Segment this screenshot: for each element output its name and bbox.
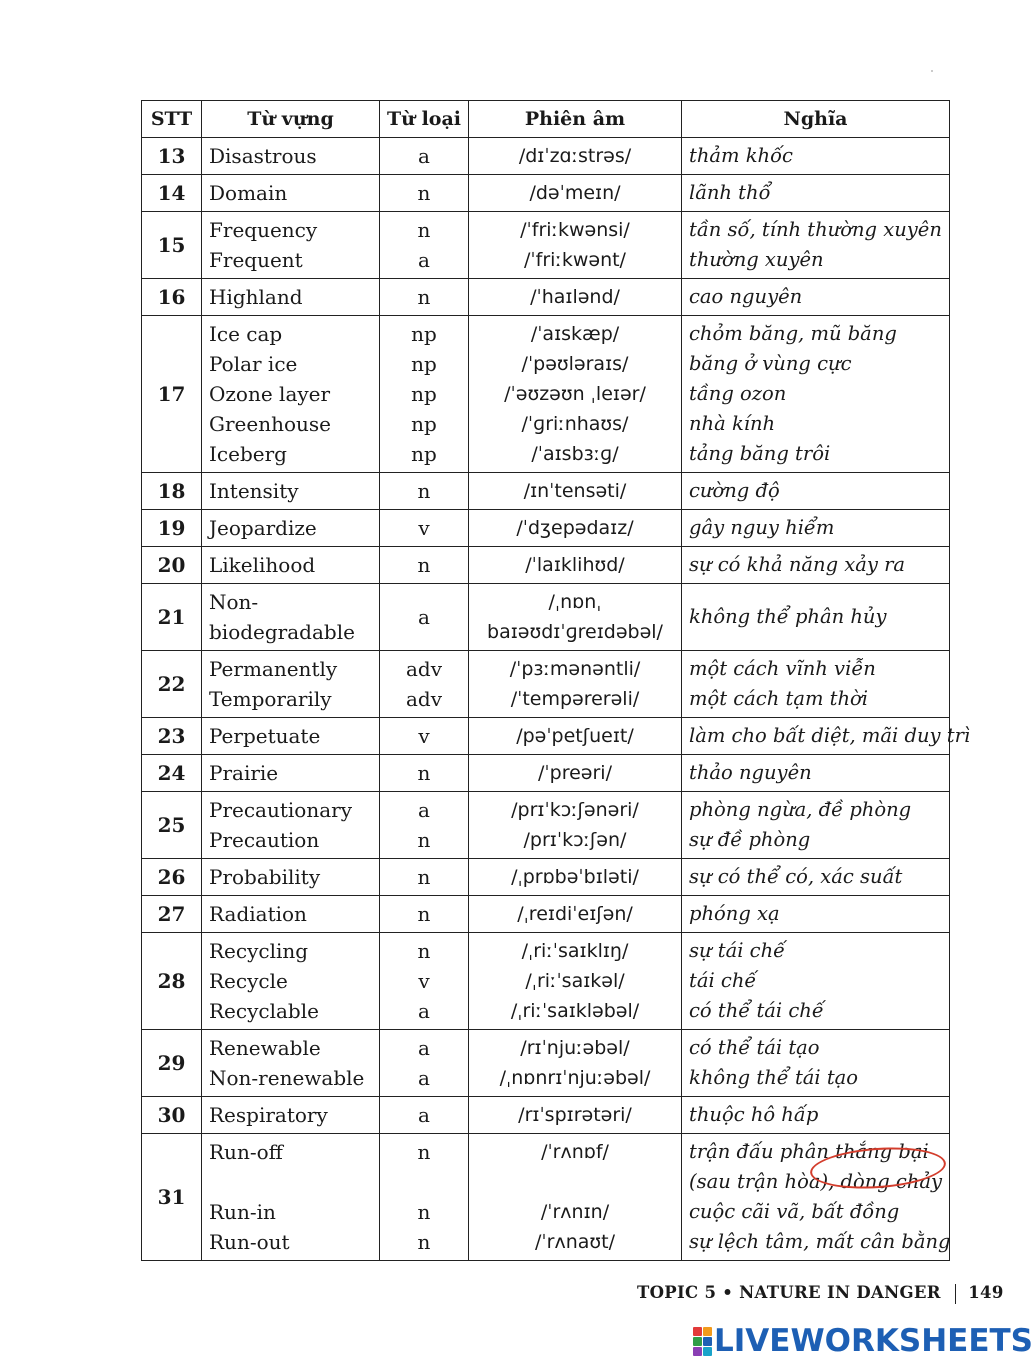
phonetic: /ˌnɒnˌ	[548, 591, 602, 613]
table-row	[142, 473, 950, 510]
meaning: sự đề phòng	[689, 828, 811, 851]
vocab-word: Run-out	[209, 1230, 290, 1254]
row-number	[142, 547, 202, 584]
vocab-word-cell	[202, 1097, 380, 1134]
word-type-cell	[380, 651, 469, 718]
meaning-cell	[682, 175, 950, 212]
vocab-word-cell	[202, 510, 380, 547]
meaning-cell	[682, 138, 950, 175]
table-row	[142, 175, 950, 212]
table-row	[142, 792, 950, 859]
word-type: v	[418, 969, 430, 993]
vocab-word: Run-off	[209, 1140, 283, 1164]
phonetic: /rɪˈnjuːəbəl/	[520, 1037, 630, 1059]
row-number	[142, 316, 202, 473]
meaning: trận đấu phân thắng bại	[689, 1140, 929, 1163]
table-body	[142, 138, 971, 1261]
vocab-word: Greenhouse	[209, 412, 331, 436]
vocab-word-cell	[202, 584, 380, 651]
header-type: Từ loại	[380, 101, 469, 138]
header-meaning: Nghĩa	[682, 101, 950, 138]
row-number	[142, 279, 202, 316]
phonetic: /prɪˈkɔːʃən/	[523, 829, 627, 851]
meaning: làm cho bất diệt, mãi duy trì	[689, 724, 971, 747]
table-row	[142, 718, 950, 755]
word-type: np	[411, 412, 437, 436]
phonetic: /ˈrʌnɒf/	[541, 1141, 609, 1163]
meaning-cell	[682, 510, 950, 547]
vocab-word: Renewable	[209, 1036, 321, 1060]
row-number-text: 28	[157, 969, 186, 993]
footer-divider	[955, 1284, 957, 1304]
word-type: n	[417, 1230, 431, 1254]
vocab-word-cell	[202, 718, 380, 755]
row-number	[142, 510, 202, 547]
phonetic: /ˈaɪskæp/	[530, 323, 620, 345]
word-type-cell	[380, 755, 469, 792]
phonetic: /ˈtempərerəli/	[510, 688, 640, 710]
row-number	[142, 1134, 202, 1261]
word-type: np	[411, 442, 437, 466]
meaning: thường xuyên	[689, 248, 824, 271]
word-type: np	[411, 352, 437, 376]
liveworksheets-watermark	[693, 1323, 1033, 1359]
vocab-word: Run-in	[209, 1200, 276, 1224]
word-type: n	[417, 553, 431, 577]
meaning: không thể phân hủy	[689, 605, 887, 628]
word-type-cell	[380, 896, 469, 933]
table-header-row	[142, 101, 950, 138]
word-type: a	[418, 248, 430, 272]
vocab-word-cell	[202, 473, 380, 510]
word-type: n	[417, 1140, 431, 1164]
phonetic: baɪəʊdɪˈɡreɪdəbəl/	[487, 621, 663, 643]
word-type: n	[417, 902, 431, 926]
vocab-word: Non-	[209, 590, 259, 614]
meaning: nhà kính	[689, 412, 776, 435]
phonetic-cell	[469, 859, 682, 896]
meaning-cell	[682, 279, 950, 316]
word-type	[380, 1167, 468, 1197]
meaning-cell	[682, 212, 950, 279]
meaning-cell	[682, 1134, 950, 1261]
phonetic: /ˈpɜːmənəntli/	[509, 658, 641, 680]
word-type: n	[417, 939, 431, 963]
word-type: a	[418, 1066, 430, 1090]
word-type: a	[418, 605, 430, 629]
phonetic-cell	[469, 1030, 682, 1097]
row-number	[142, 755, 202, 792]
table-row	[142, 1030, 950, 1097]
phonetic: /ˈəʊzəʊn ˌleɪər/	[504, 383, 646, 405]
word-type: a	[418, 999, 430, 1023]
phonetic-cell	[469, 933, 682, 1030]
row-number-text: 25	[157, 813, 186, 837]
vocab-word: Recycling	[209, 939, 309, 963]
phonetic: /ɪnˈtensəti/	[523, 480, 627, 502]
meaning: tảng băng trôi	[689, 442, 831, 465]
row-number	[142, 896, 202, 933]
phonetic: /ˈlaɪklihʊd/	[525, 554, 625, 576]
vocab-word-cell	[202, 316, 380, 473]
word-type: n	[417, 1200, 431, 1224]
vocab-word: Non-renewable	[209, 1066, 365, 1090]
table-row	[142, 510, 950, 547]
vocab-word-cell	[202, 279, 380, 316]
table-row	[142, 651, 950, 718]
table-row	[142, 547, 950, 584]
row-number-text: 19	[157, 516, 186, 540]
table-row	[142, 755, 950, 792]
meaning: gây nguy hiểm	[689, 516, 835, 539]
table-row	[142, 279, 950, 316]
page-footer	[637, 1283, 1004, 1304]
row-number-text: 26	[157, 865, 186, 889]
row-number	[142, 1030, 202, 1097]
meaning: thảo nguyên	[689, 761, 812, 784]
vocab-word: Frequent	[209, 248, 303, 272]
phonetic: /ˌprɒbəˈbɪləti/	[511, 866, 639, 888]
word-type: a	[418, 1036, 430, 1060]
word-type: n	[417, 865, 431, 889]
page-speck	[931, 70, 933, 72]
word-type-cell	[380, 1097, 469, 1134]
vocab-word-cell	[202, 547, 380, 584]
meaning: (sau trận hòa), dòng chảy	[689, 1170, 943, 1193]
meaning: có thể tái chế	[689, 999, 824, 1022]
row-number-text: 14	[157, 181, 186, 205]
vocab-word: biodegradable	[209, 620, 355, 644]
phonetic	[469, 1167, 681, 1197]
vocab-word: Ice cap	[209, 322, 283, 346]
header-word: Từ vựng	[202, 101, 380, 138]
phonetic: /ˌriːˈsaɪkləbəl/	[510, 1000, 640, 1022]
phonetic-cell	[469, 316, 682, 473]
phonetic: /ˈfriːkwənsi/	[520, 219, 630, 241]
phonetic-cell	[469, 510, 682, 547]
vocab-word-cell	[202, 1134, 380, 1261]
row-number	[142, 584, 202, 651]
word-type: n	[417, 761, 431, 785]
row-number	[142, 175, 202, 212]
vocab-word: Precautionary	[209, 798, 352, 822]
word-type: a	[418, 1103, 430, 1127]
table-row	[142, 212, 950, 279]
vocab-word: Intensity	[209, 479, 299, 503]
word-type: adv	[405, 687, 443, 711]
vocab-word: Ozone layer	[209, 382, 331, 406]
meaning: phóng xạ	[689, 902, 780, 925]
word-type-cell	[380, 584, 469, 651]
phonetic: /ˈfriːkwənt/	[524, 249, 626, 271]
row-number-text: 20	[157, 553, 186, 577]
vocab-word-cell	[202, 933, 380, 1030]
meaning-cell	[682, 718, 971, 755]
phonetic: /ˈpreəri/	[538, 762, 612, 784]
meaning-cell	[682, 755, 950, 792]
vocab-word: Frequency	[209, 218, 318, 242]
word-type: a	[418, 144, 430, 168]
page-number: 149	[968, 1283, 1004, 1302]
table-row	[142, 316, 950, 473]
meaning: tầng ozon	[689, 382, 787, 405]
row-number-text: 22	[157, 672, 186, 696]
vocab-word: Recyclable	[209, 999, 319, 1023]
vocab-word: Disastrous	[209, 144, 317, 168]
vocab-word-cell	[202, 859, 380, 896]
phonetic-cell	[469, 547, 682, 584]
phonetic: /ˈdʒepədaɪz/	[516, 517, 634, 539]
meaning: sự có thể có, xác suất	[689, 865, 903, 888]
table-row	[142, 1097, 950, 1134]
vocab-word-cell	[202, 138, 380, 175]
phonetic: /ˌnɒnrɪˈnjuːəbəl/	[499, 1067, 651, 1089]
table-row	[142, 859, 950, 896]
liveworksheets-logo-icon	[693, 1327, 711, 1355]
vocab-word-cell	[202, 212, 380, 279]
row-number-text: 31	[157, 1185, 186, 1209]
phonetic-cell	[469, 175, 682, 212]
meaning: tái chế	[689, 969, 757, 992]
vocabulary-table	[141, 100, 971, 1261]
vocab-word: Perpetuate	[209, 724, 321, 748]
meaning: sự lệch tâm, mất cân bằng	[689, 1230, 951, 1253]
row-number	[142, 473, 202, 510]
vocab-word: Jeopardize	[209, 516, 317, 540]
vocab-word: Likelihood	[209, 553, 316, 577]
meaning: sự tái chế	[689, 939, 786, 962]
vocab-word-cell	[202, 792, 380, 859]
phonetic: /dɪˈzɑːstrəs/	[518, 145, 632, 167]
word-type-cell	[380, 1030, 469, 1097]
phonetic: /dəˈmeɪn/	[529, 182, 621, 204]
meaning: một cách vĩnh viễn	[689, 657, 876, 680]
meaning: cuộc cãi vã, bất đồng	[689, 1200, 900, 1223]
phonetic: /pəˈpetʃueɪt/	[516, 725, 634, 747]
word-type: n	[417, 181, 431, 205]
meaning: chỏm băng, mũ băng	[689, 322, 897, 345]
phonetic-cell	[469, 279, 682, 316]
meaning-cell	[682, 584, 950, 651]
meaning: phòng ngừa, đề phòng	[689, 798, 912, 821]
vocab-word-cell	[202, 175, 380, 212]
vocab-word: Probability	[209, 865, 321, 889]
vocab-word: Permanently	[209, 657, 338, 681]
word-type-cell	[380, 933, 469, 1030]
word-type: v	[418, 724, 430, 748]
word-type: v	[418, 516, 430, 540]
meaning: thảm khốc	[689, 144, 793, 167]
footer-topic: TOPIC 5 • NATURE IN DANGER	[637, 1283, 941, 1302]
phonetic-cell	[469, 896, 682, 933]
meaning-cell	[682, 1030, 950, 1097]
word-type: adv	[405, 657, 443, 681]
word-type-cell	[380, 212, 469, 279]
word-type-cell	[380, 792, 469, 859]
phonetic: /ˈrʌnaʊt/	[535, 1231, 615, 1253]
vocab-word-cell	[202, 1030, 380, 1097]
word-type: np	[411, 382, 437, 406]
meaning-cell	[682, 547, 950, 584]
meaning-cell	[682, 933, 950, 1030]
phonetic-cell	[469, 1134, 682, 1261]
meaning-cell	[682, 1097, 950, 1134]
word-type-cell	[380, 175, 469, 212]
phonetic: /ˌriːˈsaɪkəl/	[525, 970, 625, 992]
row-number	[142, 792, 202, 859]
word-type-cell	[380, 547, 469, 584]
row-number-text: 13	[157, 144, 186, 168]
vocab-word: Precaution	[209, 828, 320, 852]
phonetic: /ˈpəʊləraɪs/	[521, 353, 629, 375]
phonetic-cell	[469, 718, 682, 755]
phonetic-cell	[469, 212, 682, 279]
meaning-cell	[682, 651, 950, 718]
meaning: thuộc hô hấp	[689, 1103, 819, 1126]
meaning: băng ở vùng cực	[689, 352, 852, 375]
meaning: cường độ	[689, 479, 780, 502]
meaning: có thể tái tạo	[689, 1036, 820, 1059]
phonetic: /ˈhaɪlənd/	[530, 286, 620, 308]
phonetic: /ˈaɪsbɜːɡ/	[531, 443, 619, 465]
word-type-cell	[380, 859, 469, 896]
word-type-cell	[380, 1134, 469, 1261]
row-number	[142, 718, 202, 755]
phonetic: /ˌreɪdiˈeɪʃən/	[517, 903, 633, 925]
row-number-text: 24	[157, 761, 186, 785]
word-type: np	[411, 322, 437, 346]
row-number	[142, 138, 202, 175]
row-number-text: 18	[157, 479, 186, 503]
phonetic-cell	[469, 473, 682, 510]
row-number-text: 29	[157, 1051, 186, 1075]
phonetic-cell	[469, 755, 682, 792]
meaning: một cách tạm thời	[689, 687, 869, 710]
meaning-cell	[682, 473, 950, 510]
word-type: n	[417, 218, 431, 242]
meaning: không thể tái tạo	[689, 1066, 859, 1089]
row-number-text: 21	[157, 605, 186, 629]
word-type: a	[418, 798, 430, 822]
vocab-word: Radiation	[209, 902, 307, 926]
vocab-word: Iceberg	[209, 442, 287, 466]
meaning: sự có khả năng xảy ra	[689, 553, 906, 576]
word-type: n	[417, 479, 431, 503]
phonetic: /ˌriːˈsaɪklɪŋ/	[521, 940, 629, 962]
word-type-cell	[380, 279, 469, 316]
table-row	[142, 584, 950, 651]
liveworksheets-brand-text: LIVEWORKSHEETS	[714, 1323, 1033, 1359]
header-stt: STT	[142, 101, 202, 138]
row-number	[142, 933, 202, 1030]
table-row	[142, 896, 950, 933]
meaning: lãnh thổ	[689, 181, 771, 204]
meaning-cell	[682, 316, 950, 473]
word-type-cell	[380, 718, 469, 755]
word-type-cell	[380, 510, 469, 547]
row-number-text: 15	[157, 233, 186, 257]
vocab-word: Respiratory	[209, 1103, 328, 1127]
phonetic: /prɪˈkɔːʃənəri/	[511, 799, 639, 821]
vocab-word: Temporarily	[209, 687, 332, 711]
row-number	[142, 651, 202, 718]
row-number	[142, 859, 202, 896]
word-type: n	[417, 828, 431, 852]
meaning-cell	[682, 859, 950, 896]
meaning-cell	[682, 896, 950, 933]
phonetic-cell	[469, 651, 682, 718]
row-number-text: 27	[157, 902, 186, 926]
header-phonetic: Phiên âm	[469, 101, 682, 138]
phonetic: /rɪˈspɪrətəri/	[518, 1104, 632, 1126]
vocab-word: Domain	[209, 181, 288, 205]
vocab-word	[209, 1167, 379, 1197]
meaning-cell	[682, 792, 950, 859]
row-number-text: 17	[157, 382, 186, 406]
phonetic-cell	[469, 1097, 682, 1134]
phonetic-cell	[469, 584, 682, 651]
vocab-word: Prairie	[209, 761, 279, 785]
vocab-word-cell	[202, 896, 380, 933]
row-number	[142, 1097, 202, 1134]
row-number-text: 23	[157, 724, 186, 748]
meaning: cao nguyên	[689, 285, 803, 308]
vocab-word: Recycle	[209, 969, 288, 993]
phonetic-cell	[469, 138, 682, 175]
phonetic-cell	[469, 792, 682, 859]
row-number	[142, 212, 202, 279]
phonetic: /ˈɡriːnhaʊs/	[521, 413, 629, 435]
vocab-word-cell	[202, 755, 380, 792]
meaning: tần số, tính thường xuyên	[689, 218, 942, 241]
row-number-text: 30	[157, 1103, 186, 1127]
table-row	[142, 933, 950, 1030]
word-type-cell	[380, 473, 469, 510]
word-type: n	[417, 285, 431, 309]
word-type-cell	[380, 138, 469, 175]
vocab-word: Highland	[209, 285, 303, 309]
vocab-word: Polar ice	[209, 352, 298, 376]
vocab-word-cell	[202, 651, 380, 718]
word-type-cell	[380, 316, 469, 473]
table-row	[142, 1134, 950, 1261]
table-row	[142, 138, 950, 175]
phonetic: /ˈrʌnɪn/	[540, 1201, 610, 1223]
row-number-text: 16	[157, 285, 186, 309]
